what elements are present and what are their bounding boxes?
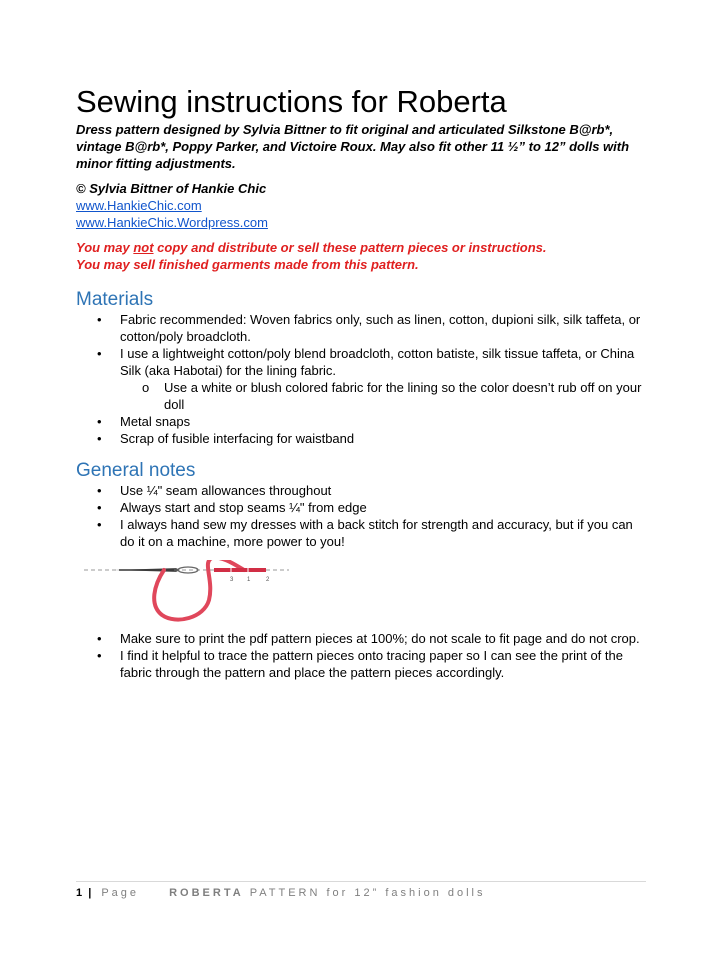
bullet-icon: •	[97, 648, 102, 663]
list-item: • I find it helpful to trace the pattern pieces onto tracing paper so I can see the print of the fabric through the pattern and place the pattern pieces accordingly.	[97, 648, 623, 680]
materials-list	[76, 311, 646, 379]
page-word: Page	[101, 887, 140, 899]
needle-thread-icon	[84, 560, 289, 630]
page-footer	[76, 881, 646, 900]
stitch-label: 1	[247, 577, 251, 583]
list-item: • I use a lightweight cotton/poly blend broadcloth, cotton batiste, silk tissue taffeta, or China Silk (aka Habotai) for the lining fabric.	[97, 346, 635, 378]
bullet-icon: •	[97, 483, 102, 498]
list-item: • Use ¼" seam allowances throughout	[97, 483, 332, 498]
copyright-line: © Sylvia Bittner of Hankie Chic	[76, 181, 267, 196]
stitch-label: 2	[266, 577, 270, 583]
warning-line-1: You may not copy and distribute or sell these pattern pieces or instructions.	[76, 240, 547, 255]
notes-list-continued	[76, 630, 646, 681]
document-title: Sewing instructions for Roberta	[76, 84, 507, 119]
circle-bullet-icon: o	[142, 380, 150, 395]
footer-doc-subtitle: PATTERN for 12” fashion dolls	[249, 887, 486, 899]
bullet-icon: •	[97, 517, 102, 532]
back-stitch-illustration	[84, 560, 289, 630]
bullet-icon: •	[97, 500, 102, 515]
page-number: 1	[76, 887, 83, 899]
list-item: • Metal snaps	[97, 414, 191, 429]
link-hankiechic[interactable]: www.HankieChic.com	[76, 198, 202, 213]
materials-sublist	[76, 379, 646, 413]
stitch-label: 3	[230, 577, 234, 583]
list-item: • Scrap of fusible interfacing for waistband	[97, 431, 355, 446]
list-item: • I always hand sew my dresses with a back stitch for strength and accuracy, but if you can do it on a machine, more power to you!	[97, 517, 633, 549]
document-page	[76, 84, 646, 681]
materials-list-continued	[76, 413, 646, 447]
list-item: • Always start and stop seams ¼" from edge	[97, 500, 367, 515]
document-subtitle: Dress pattern designed by Sylvia Bittner to fit original and articulated Silkstone B@rb*, vintage B@rb*, Poppy Parker, and Victoire Roux. May also fit other 11 ½” to 12” dolls with minor fitting adjustments.	[76, 122, 630, 171]
copyright-warning	[76, 239, 646, 273]
warning-emphasis: not	[133, 240, 154, 255]
list-item: • Make sure to print the pdf pattern pieces at 100%; do not scale to fit page and do not crop.	[97, 631, 640, 646]
list-item: • Fabric recommended: Woven fabrics only, such as linen, cotton, dupioni silk, silk taffeta, or cotton/poly broadcloth.	[97, 312, 641, 344]
bullet-icon: •	[97, 414, 102, 429]
footer-doc-title: ROBERTA	[169, 887, 244, 899]
bullet-icon: •	[97, 431, 102, 446]
link-hankiechic-wordpress[interactable]: www.HankieChic.Wordpress.com	[76, 215, 268, 230]
bullet-icon: •	[97, 346, 102, 361]
footer-separator: |	[88, 887, 92, 899]
warning-line-2: You may sell finished garments made from this pattern.	[76, 257, 419, 272]
list-item: o Use a white or blush colored fabric for the lining so the color doesn’t rub off on your doll	[142, 380, 642, 412]
materials-heading: Materials	[76, 289, 154, 310]
bullet-icon: •	[97, 631, 102, 646]
general-notes-heading: General notes	[76, 460, 196, 481]
notes-list	[76, 482, 646, 550]
bullet-icon: •	[97, 312, 102, 327]
